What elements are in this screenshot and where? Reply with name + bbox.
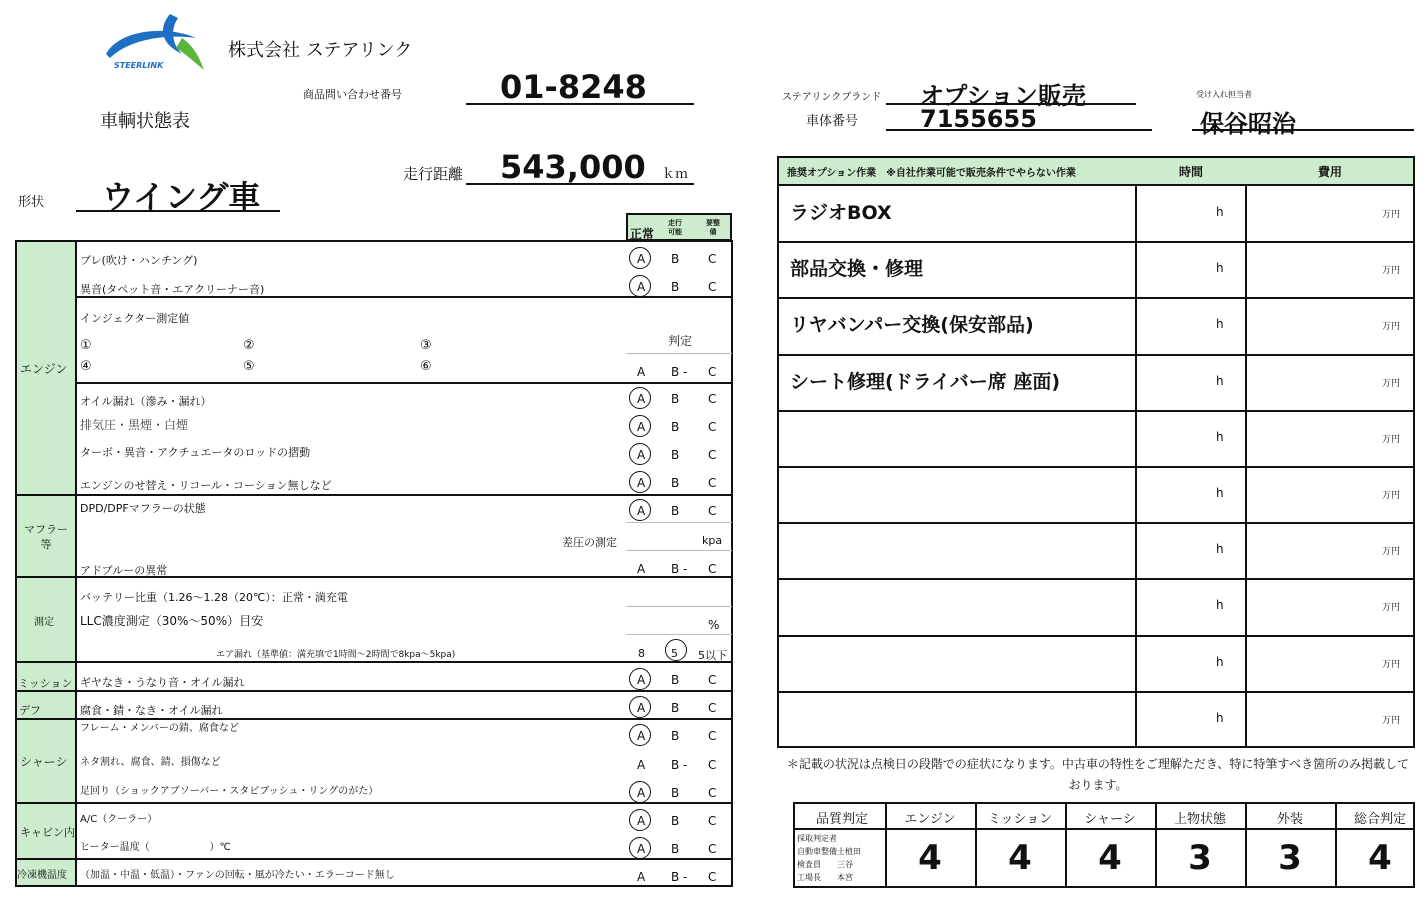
grade-c: C [708,729,717,743]
option-row-line [777,354,1415,356]
quality-value: 3 [1278,838,1302,878]
inquiry-underline [466,103,694,105]
options-header-time: 時間 [1179,165,1204,179]
chassis-value: 7155655 [920,105,1037,133]
grade-c: C [708,673,717,687]
grade-b: B [671,476,680,490]
grade-c: C [708,758,717,772]
thin-4 [626,606,732,607]
inj-3: ③ [420,338,432,353]
logo-text: STEERLINK [114,61,164,70]
option-row-line [777,522,1415,524]
item-recall: エンジンのせ替え・リコール・コーション無しなど [80,479,332,492]
col-drivable: 走行可能 [668,219,682,236]
staff-line-2: 自動車整備士植田 [797,847,861,856]
grade-b: B - [671,562,688,576]
air-5-circle [665,639,687,661]
disclaimer-note: ＊記載の状況は点検日の段階での症状になります。中古車の特性をご理解ただき、特に特筆すべき箇所のみ掲載しております。 [786,757,1410,792]
options-header-line [777,184,1415,186]
sec-divider [75,240,77,887]
sep-9 [15,858,733,860]
grade-a: A [637,476,646,490]
inj-1: ① [80,338,92,353]
sec-cabin: キャビン内 [20,826,75,839]
grade-c: C [708,814,717,828]
quality-header: 外装 [1276,812,1303,827]
item-turbo: ターボ・異音・アクチュエータのロッドの摺動 [80,446,311,459]
grade-c: C [708,786,717,800]
grade-a-circle [629,499,651,521]
grade-a-circle [629,696,651,718]
grade-a-circle [629,275,651,297]
quality-value: 3 [1188,838,1212,878]
mileage-unit: ｋｍ [662,167,689,182]
chassis-underline [886,129,1152,131]
sep-6 [15,690,733,692]
quality-title: 品質判定 [816,812,869,827]
grade-b: B [671,504,680,518]
grade-c: C [708,842,717,856]
item-kpa: kpa [702,534,723,547]
option-time-unit: h [1216,317,1224,332]
air-5: 5 [671,647,678,660]
item-bure: ブレ(吹け・ハンチング) [80,254,198,267]
option-row-line [777,241,1415,243]
mileage-value: 543,000 [500,148,646,186]
item-heater: ヒーター温度（ ）℃ [80,842,231,853]
grade-a-circle [629,668,651,690]
grade-a: A [637,729,646,743]
grade-a: A [637,392,646,406]
grade-a-circle [629,443,651,465]
option-cost-unit: 万円 [1382,266,1401,277]
inj-4: ④ [80,359,92,374]
option-cost-unit: 万円 [1382,659,1401,670]
grade-c: C [708,504,717,518]
inquiry-label: 商品問い合わせ番号 [303,88,402,101]
item-injector: インジェクター測定値 [80,312,190,325]
grade-a-circle [629,415,651,437]
doc-title: 車輌状態表 [100,111,190,132]
grade-b: B [671,420,680,434]
quality-value: 4 [918,838,942,878]
quality-header: 上物状態 [1173,812,1226,827]
grade-a: A [637,365,646,379]
thin-3 [626,550,732,551]
grade-c: C [708,365,717,379]
shape-value: ウイング車 [102,178,261,216]
option-time-unit: h [1216,598,1224,613]
item-corr: 腐食・錆・なき・オイル漏れ [80,704,223,717]
grade-a: A [637,504,646,518]
grade-a: A [637,814,646,828]
staff-line-3: 検査員 三谷 [797,860,853,869]
option-work-label: リヤバンパー交換(保安部品) [790,314,1034,337]
grade-b: B [671,814,680,828]
grade-a: A [637,673,646,687]
grade-a: A [637,280,646,294]
staff-underline [1192,129,1414,131]
item-ac: A/C（クーラー） [80,814,158,825]
staff-label: 受け入れ担当者 [1196,90,1252,99]
grade-b: B - [671,365,688,379]
sec-refrig: 冷凍機温度 [17,870,67,881]
option-time-unit: h [1216,429,1224,444]
option-time-unit: h [1216,486,1224,500]
grade-c: C [708,420,717,434]
sec-mission: ミッション [18,677,73,690]
quality-header: 総合判定 [1353,812,1406,827]
quality-header: シャーシ [1084,812,1136,827]
shape-label: 形状 [18,195,45,210]
grade-a-circle [629,781,651,803]
company-name: 株式会社 ステアリンク [228,40,413,61]
mileage-label: 走行距離 [403,165,464,183]
item-refrig: （加温・中温・低温）・ファンの回転・風が冷たい・エラーコード無し [80,870,395,881]
grade-a: A [637,448,646,462]
item-frame: フレーム・メンバーの錆、腐食など [80,723,239,734]
grade-b: B [671,392,680,406]
grade-a-circle [629,837,651,859]
sep-3 [15,494,733,496]
options-header-cost: 費用 [1318,165,1343,179]
item-oil: オイル漏れ（滲み・漏れ） [80,395,212,408]
option-row-line [777,410,1415,412]
thin-1 [626,353,732,354]
item-diffp: 差圧の測定 [562,536,617,549]
option-cost-unit: 万円 [1382,434,1401,445]
grade-c: C [708,870,717,884]
inj-6: ⑥ [420,359,432,374]
option-cost-unit: 万円 [1382,378,1401,389]
grade-c: C [708,562,717,576]
option-work-label: シート修理(ドライバー席 座面) [790,370,1061,393]
sep-8 [15,802,733,804]
grade-a: A [637,842,646,856]
item-gear: ギヤなき・うなり音・オイル漏れ [80,676,245,689]
option-cost-unit: 万円 [1382,547,1401,558]
option-cost-unit: 万円 [1382,491,1401,501]
shape-underline [76,210,280,212]
grade-a-circle [629,724,651,746]
grade-b: B [671,448,680,462]
option-time-unit: h [1216,710,1224,725]
grade-a: A [637,786,646,800]
item-air: エア漏れ（基準値：満充填で1時間～2時間で8kpa～5kpa) [216,650,456,660]
quality-header: ミッション [987,812,1053,827]
option-row-line [777,691,1415,693]
grade-a-circle [629,471,651,493]
sec-muffler: マフラー等 [24,523,68,551]
sec-measure: 測定 [34,617,54,628]
item-ashi: 足回り（ショックアブソーバー・スタビブッシュ・リングのがた） [80,786,379,797]
sep-5 [15,661,733,663]
air-8: 8 [638,647,645,660]
staff-value: 保谷昭治 [1200,110,1296,138]
grade-a: A [637,562,646,576]
option-cost-unit: 万円 [1382,715,1401,726]
grade-b: B [671,252,680,266]
sep-2 [75,382,733,384]
item-battery: バッテリー比重（1.26～1.28（20℃）：正常・満充電 [80,591,348,604]
grade-c: C [708,476,717,490]
air-5u: 5以下 [698,649,727,662]
company-logo [100,8,210,74]
sec-engine: エンジン [20,362,68,376]
staff-line-1: 採取判定者 [797,834,837,843]
grade-c: C [708,280,717,294]
grade-b: B - [671,870,688,884]
grade-b: B [671,786,680,800]
option-time-unit: h [1216,373,1224,388]
option-row-line [777,578,1415,580]
staff-line-4: 工場長 本宮 [797,873,853,882]
col-normal: 正常 [630,227,655,241]
quality-value: 4 [1008,838,1032,878]
mileage-underline [466,183,694,185]
grade-b: B [671,701,680,715]
inquiry-number: 01-8248 [500,68,647,106]
brand-value: オプション販売 [920,82,1086,110]
option-time-unit: h [1216,205,1224,219]
inj-5: ⑤ [243,359,255,374]
grade-a-circle [629,247,651,269]
grade-a: A [637,701,646,715]
brand-label: ステアリンクブランド [782,92,882,103]
item-llc: LLC濃度測定（30%～50%）目安 [80,614,264,628]
option-time-unit: h [1216,654,1224,669]
option-row-line [777,297,1415,299]
quality-value: 4 [1368,838,1392,878]
grade-c: C [708,701,717,715]
option-work-label: ラジオBOX [790,202,892,224]
grade-c: C [708,252,717,266]
grade-b: B [671,729,680,743]
inj-hantei: 判定 [668,334,693,348]
col-repair: 要整備 [706,219,720,236]
inj-2: ② [243,338,255,353]
grade-a: A [637,758,646,772]
option-row-line [777,466,1415,468]
quality-value: 4 [1098,838,1122,878]
quality-staff [797,832,861,884]
grade-c: C [708,448,717,462]
item-dpd: DPD/DPFマフラーの状態 [80,502,206,515]
option-work-label: 部品交換・修理 [790,258,924,281]
grade-a-circle [629,387,651,409]
option-cost-unit: 万円 [1382,603,1401,614]
option-time-unit: h [1216,261,1224,276]
grade-a: A [637,870,646,884]
option-time-unit: h [1216,542,1224,557]
chassis-label: 車体番号 [806,114,859,129]
option-cost-unit: 万円 [1382,210,1401,220]
option-row-line [777,635,1415,637]
item-adblue: アドブルーの異常 [80,564,168,577]
thin-5 [626,634,732,635]
quality-header: エンジン [904,812,956,827]
sec-chassis: シャーシ [20,755,68,769]
item-ion: 異音(タペット音・エアクリーナー音) [80,283,265,296]
grade-b: B [671,280,680,294]
option-cost-unit: 万円 [1382,322,1401,333]
grade-b: B [671,673,680,687]
item-exhaust: 排気圧・黒煙・白煙 [80,418,189,432]
item-neta: ネタ割れ、腐食、錆、損傷など [80,757,221,768]
thin-2 [626,522,732,523]
grade-a: A [637,420,646,434]
grade-b: B - [671,758,688,772]
options-frame [777,156,1415,748]
grade-b: B [671,842,680,856]
sec-diff: デフ [19,704,41,717]
grade-a-circle [629,809,651,831]
grade-a: A [637,252,646,266]
grade-c: C [708,392,717,406]
item-pct: % [708,618,720,632]
options-header-work: 推奨オプション作業 ※自社作業可能で販売条件でやらない作業 [787,168,1076,179]
